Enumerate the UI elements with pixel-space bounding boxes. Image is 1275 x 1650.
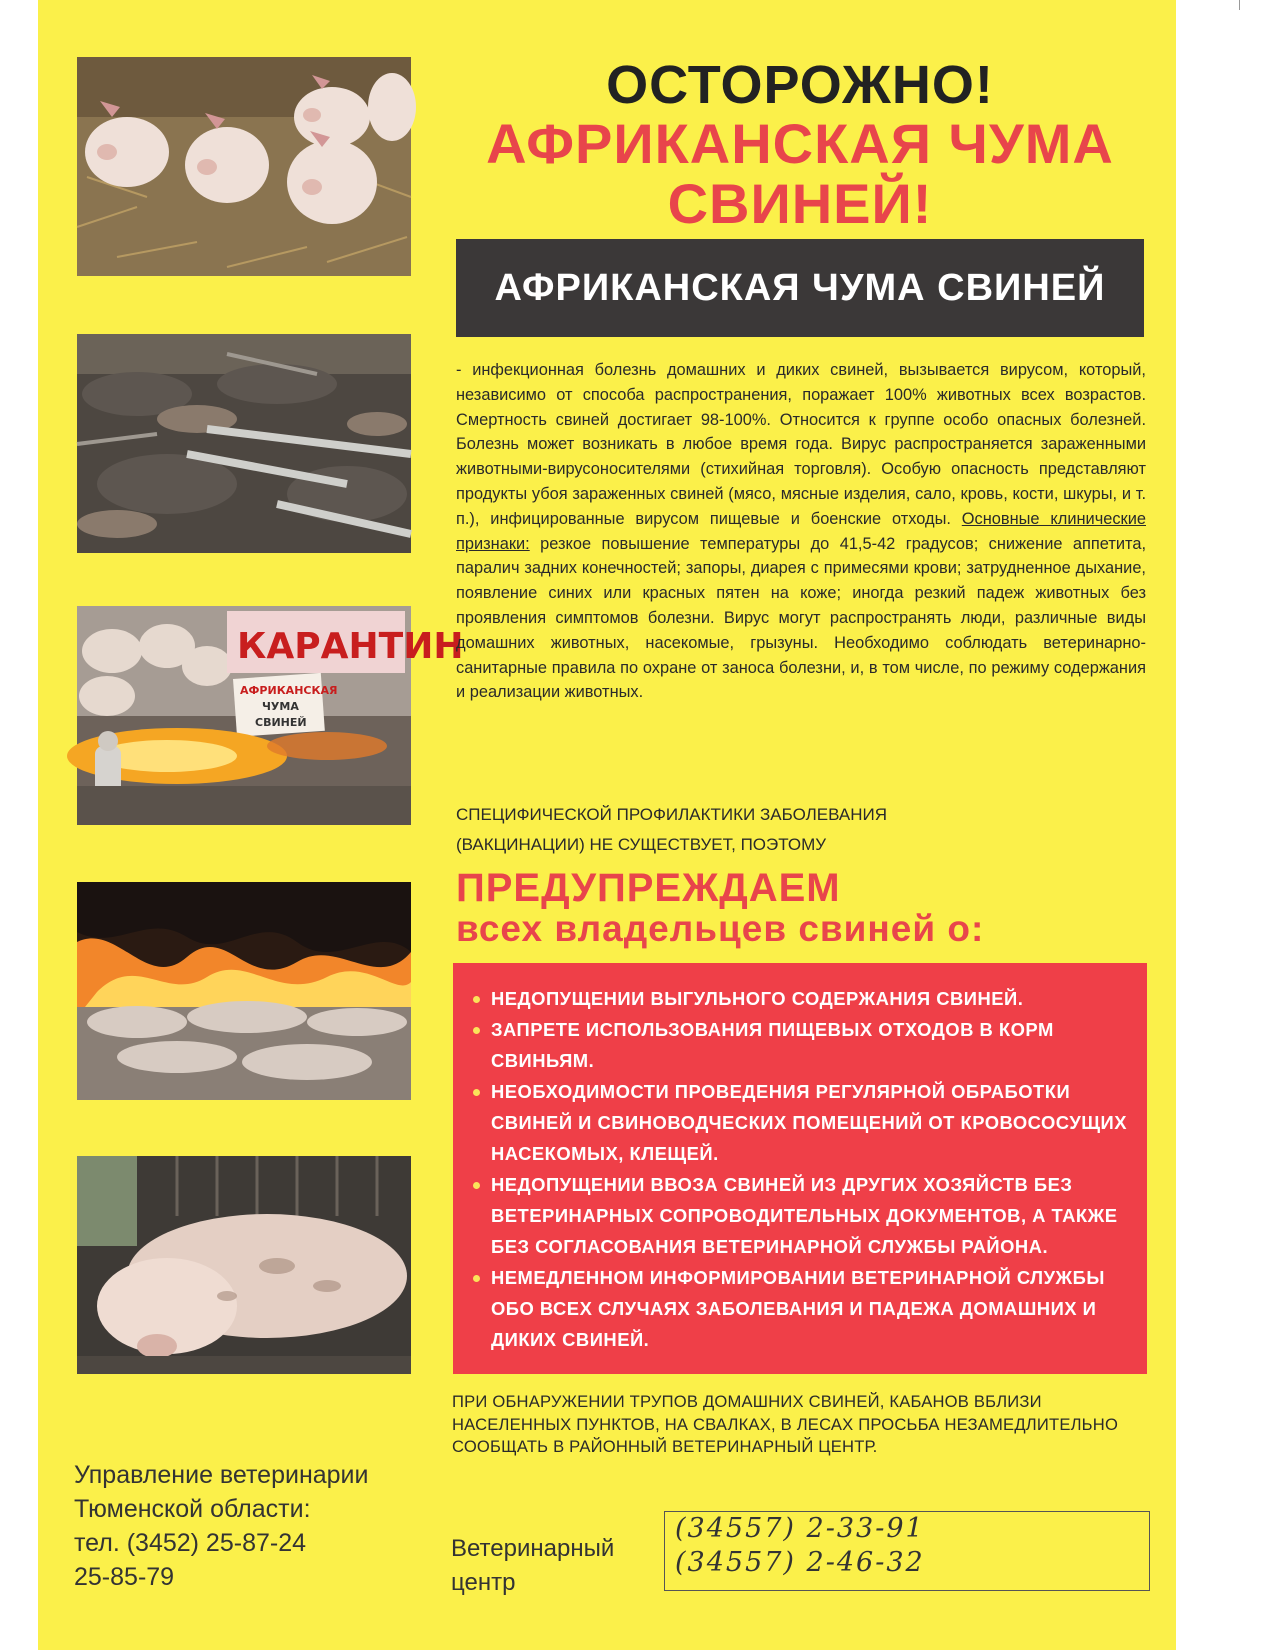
svg-text:АФРИКАНСКАЯ: АФРИКАНСКАЯ [240, 684, 338, 697]
warning-subheading: всех владельцев свиней о: [456, 908, 985, 949]
vet-center-label [451, 1532, 614, 1600]
svg-text:ЧУМА: ЧУМА [262, 700, 299, 713]
vet-center-line2: центр [451, 1569, 516, 1596]
warnings-box [453, 963, 1147, 1374]
prevention-line1: СПЕЦИФИЧЕСКОЙ ПРОФИЛАКТИКИ ЗАБОЛЕВАНИЯ [456, 805, 887, 824]
main-title-line2: СВИНЕЙ! [667, 172, 933, 235]
handwritten-phone-box [664, 1511, 1150, 1591]
photo-burning-carcasses [77, 882, 411, 1100]
list-item: НЕДОПУЩЕНИИ ВВОЗА СВИНЕЙ ИЗ ДРУГИХ ХОЗЯЙСТВ БЕЗ ВЕТЕРИНАРНЫХ СОПРОВОДИТЕЛЬНЫХ ДОКУМЕНТОВ, А ТАКЖЕ БЕЗ СОГЛАСОВАНИЯ ВЕТЕРИНАРНОЙ СЛУЖБЫ РАЙОНА. [471, 1169, 1127, 1262]
scan-margin [1176, 0, 1275, 1650]
vet-department-contact [74, 1458, 368, 1594]
disease-description [456, 358, 1146, 705]
description-part1: - инфекционная болезнь домашних и диких свиней, вызывается вирусом, который, независимо от способа распространения, поражает 100% животных всех возрастов. Смертность свиней достигает 98-100%. Относится к группе особо опасных болезней. Болезнь может возникать в любое время года. Вирус распространяется зараженными животными-вирусоносителями (стихийная торговля). Особую опасность представляют продукты убоя зараженных свиней (мясо, мясные изделия, сало, кровь, кости, шкуры, и т. п.), инфицированные вирусом пищевые и боенские отходы. [456, 361, 1146, 528]
dept-phone-1: тел. (3452) 25-87-24 [74, 1529, 307, 1557]
clinical-signs-label: Основные клинические признаки: [456, 509, 1146, 553]
main-title [450, 114, 1150, 234]
found-carcass-notice: ПРИ ОБНАРУЖЕНИИ ТРУПОВ ДОМАШНИХ СВИНЕЙ, КАБАНОВ ВБЛИЗИ НАСЕЛЕННЫХ ПУНКТОВ, НА СВАЛКАХ, В ЛЕСАХ ПРОСЬБА НЕЗАМЕДЛИТЕЛЬНО СООБЩАТЬ В РАЙОННЫЙ ВЕТЕРИНАРНЫЙ ЦЕНТР. [452, 1392, 1119, 1456]
dept-name-line1: Управление ветеринарии [74, 1461, 369, 1489]
photo-sick-pig [77, 1156, 411, 1374]
handwritten-phone-1: (34557) 2-33-91 [675, 1513, 925, 1544]
prevention-note [456, 800, 1076, 860]
quarantine-sign-text: КАРАНТИН [237, 626, 464, 667]
caution-heading: ОСТОРОЖНО! [606, 55, 994, 115]
dept-phone-2: 25-85-79 [74, 1563, 175, 1591]
description-part2: резкое повышение температуры до 41,5-42 градусов; снижение аппетита, паралич задних конечностей; запоры, диарея с примесями крови; затрудненное дыхание, появление синих или красных пятен на коже; иногда резкий падеж животных без проявления симптомов болезни. Вирус могут распространять люди, различные виды домашних животных, насекомые, грызуны. Необходимо соблюдать ветеринарно-санитарные правила по охране от заноса болезни, и, в том числе, по режиму содержания и реализации животных. [456, 534, 1146, 702]
title-banner: АФРИКАНСКАЯ ЧУМА СВИНЕЙ [456, 239, 1144, 337]
dept-name-line2: Тюменской области: [74, 1495, 311, 1523]
prevention-line2: (ВАКЦИНАЦИИ) НЕ СУЩЕСТВУЕТ, ПОЭТОМУ [456, 835, 827, 854]
vet-center-line1: Ветеринарный [451, 1535, 615, 1562]
photo-piglets [77, 57, 411, 276]
svg-text:СВИНЕЙ: СВИНЕЙ [255, 716, 307, 729]
list-item: НЕОБХОДИМОСТИ ПРОВЕДЕНИЯ РЕГУЛЯРНОЙ ОБРАБОТКИ СВИНЕЙ И СВИНОВОДЧЕСКИХ ПОМЕЩЕНИЙ ОТ КРОВОСОСУЩИХ НАСЕКОМЫХ, КЛЕЩЕЙ. [471, 1076, 1127, 1169]
photo-quarantine-fire [77, 606, 464, 825]
list-item: НЕМЕДЛЕННОМ ИНФОРМИРОВАНИИ ВЕТЕРИНАРНОЙ СЛУЖБЫ ОБО ВСЕХ СЛУЧАЯХ ЗАБОЛЕВАНИЯ И ПАДЕЖА ДОМАШНИХ И ДИКИХ СВИНЕЙ. [471, 1262, 1127, 1355]
list-item: НЕДОПУЩЕНИИ ВЫГУЛЬНОГО СОДЕРЖАНИЯ СВИНЕЙ. [471, 983, 1127, 1014]
warnings-list [453, 963, 1147, 1355]
handwritten-phone-2: (34557) 2-46-32 [675, 1547, 925, 1578]
warning-heading: ПРЕДУПРЕЖДАЕМ [456, 866, 841, 910]
main-title-line1: АФРИКАНСКАЯ ЧУМА [486, 112, 1114, 175]
list-item: ЗАПРЕТЕ ИСПОЛЬЗОВАНИЯ ПИЩЕВЫХ ОТХОДОВ В КОРМ СВИНЬЯМ. [471, 1014, 1127, 1076]
photo-dead-pigs [77, 334, 411, 553]
